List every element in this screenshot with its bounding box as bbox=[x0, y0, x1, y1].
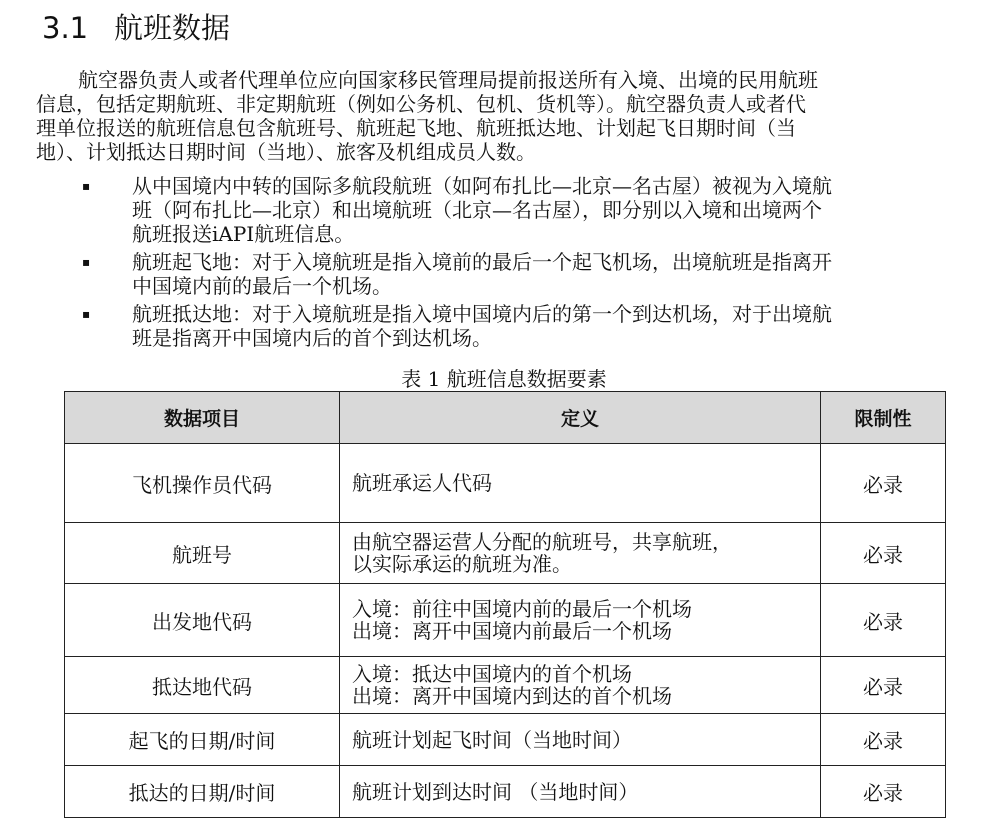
definition-line: 入境：抵达中国境内的首个机场 bbox=[352, 662, 632, 686]
table-row bbox=[65, 523, 946, 584]
bullet-line: 班（阿布扎比—北京）和出境航班（北京—名古屋），即分别以入境和出境两个 bbox=[132, 198, 822, 222]
bullet-marker: ▪ bbox=[82, 179, 91, 193]
cell-restriction: 必录 bbox=[821, 766, 946, 818]
paragraph-line: 航空器负责人或者代理单位应向国家移民管理局提前报送所有入境、出境的民用航班 bbox=[78, 68, 818, 92]
section-number: 3.1 bbox=[42, 11, 89, 45]
header-definition: 定义 bbox=[340, 392, 821, 444]
bullet-list bbox=[82, 174, 982, 354]
cell-item: 抵达的日期/时间 bbox=[65, 766, 340, 818]
definition-line: 航班计划到达时间 （当地时间） bbox=[352, 779, 639, 804]
table-row bbox=[65, 444, 946, 523]
bullet-line: 航班抵达地：对于入境航班是指入境中国境内后的第一个到达机场，对于出境航 bbox=[132, 302, 832, 326]
cell-item: 出发地代码 bbox=[65, 584, 340, 657]
definition-line: 航班承运人代码 bbox=[352, 471, 492, 495]
section-title: 航班数据 bbox=[114, 11, 231, 45]
bullet-marker: ▪ bbox=[82, 307, 91, 321]
table-row bbox=[65, 584, 946, 657]
bullet-item-arrival bbox=[82, 302, 982, 350]
table-row bbox=[65, 714, 946, 766]
cell-item: 抵达地代码 bbox=[65, 657, 340, 714]
intro-paragraph bbox=[36, 68, 976, 164]
cell-restriction: 必录 bbox=[821, 523, 946, 584]
cell-restriction: 必录 bbox=[821, 714, 946, 766]
table-row bbox=[65, 657, 946, 714]
cell-restriction: 必录 bbox=[821, 657, 946, 714]
cell-restriction: 必录 bbox=[821, 444, 946, 523]
cell-definition bbox=[340, 766, 821, 818]
cell-definition bbox=[340, 657, 821, 714]
definition-line: 出境：离开中国境内前最后一个机场 bbox=[352, 619, 672, 643]
bullet-item-transfer bbox=[82, 174, 982, 246]
bullet-line: 中国境内前的最后一个机场。 bbox=[132, 274, 392, 298]
bullet-line: 航班报送iAPI航班信息。 bbox=[132, 222, 355, 246]
cell-item: 航班号 bbox=[65, 523, 340, 584]
definition-line: 出境：离开中国境内到达的首个机场 bbox=[352, 684, 672, 708]
cell-definition bbox=[340, 444, 821, 523]
section-heading bbox=[42, 8, 230, 48]
cell-restriction: 必录 bbox=[821, 584, 946, 657]
cell-item: 起飞的日期/时间 bbox=[65, 714, 340, 766]
definition-line: 由航空器运营人分配的航班号，共享航班， bbox=[352, 530, 732, 554]
bullet-text bbox=[132, 250, 832, 298]
bullet-text bbox=[132, 174, 832, 246]
definition-line: 航班计划起飞时间（当地时间） bbox=[352, 727, 632, 752]
bullet-marker: ▪ bbox=[82, 255, 91, 269]
definition-line: 入境：前往中国境内前的最后一个机场 bbox=[352, 597, 692, 621]
bullet-text bbox=[132, 302, 832, 350]
cell-definition bbox=[340, 584, 821, 657]
bullet-item-departure bbox=[82, 250, 982, 298]
paragraph-line: 理单位报送的航班信息包含航班号、航班起飞地、航班抵达地、计划起飞日期时间（当 bbox=[36, 116, 796, 140]
table-row bbox=[65, 766, 946, 818]
paragraph-line: 信息，包括定期航班、非定期航班（例如公务机、包机、货机等）。航空器负责人或者代 bbox=[36, 92, 806, 116]
bullet-line: 从中国境内中转的国际多航段航班（如阿布扎比—北京—名古屋）被视为入境航 bbox=[132, 174, 832, 198]
cell-item: 飞机操作员代码 bbox=[65, 444, 340, 523]
header-item: 数据项目 bbox=[65, 392, 340, 444]
paragraph-line: 地）、计划抵达日期时间（当地）、旅客及机组成员人数。 bbox=[36, 140, 536, 164]
flight-data-table bbox=[64, 391, 946, 818]
cell-definition bbox=[340, 523, 821, 584]
cell-definition bbox=[340, 714, 821, 766]
table-header-row bbox=[65, 392, 946, 444]
table-caption: 表 1 航班信息数据要素 bbox=[401, 367, 607, 391]
header-restriction: 限制性 bbox=[821, 392, 946, 444]
bullet-line: 航班起飞地：对于入境航班是指入境前的最后一个起飞机场，出境航班是指离开 bbox=[132, 250, 832, 274]
bullet-line: 班是指离开中国境内后的首个到达机场。 bbox=[132, 326, 492, 350]
definition-line: 以实际承运的航班为准。 bbox=[352, 552, 572, 576]
